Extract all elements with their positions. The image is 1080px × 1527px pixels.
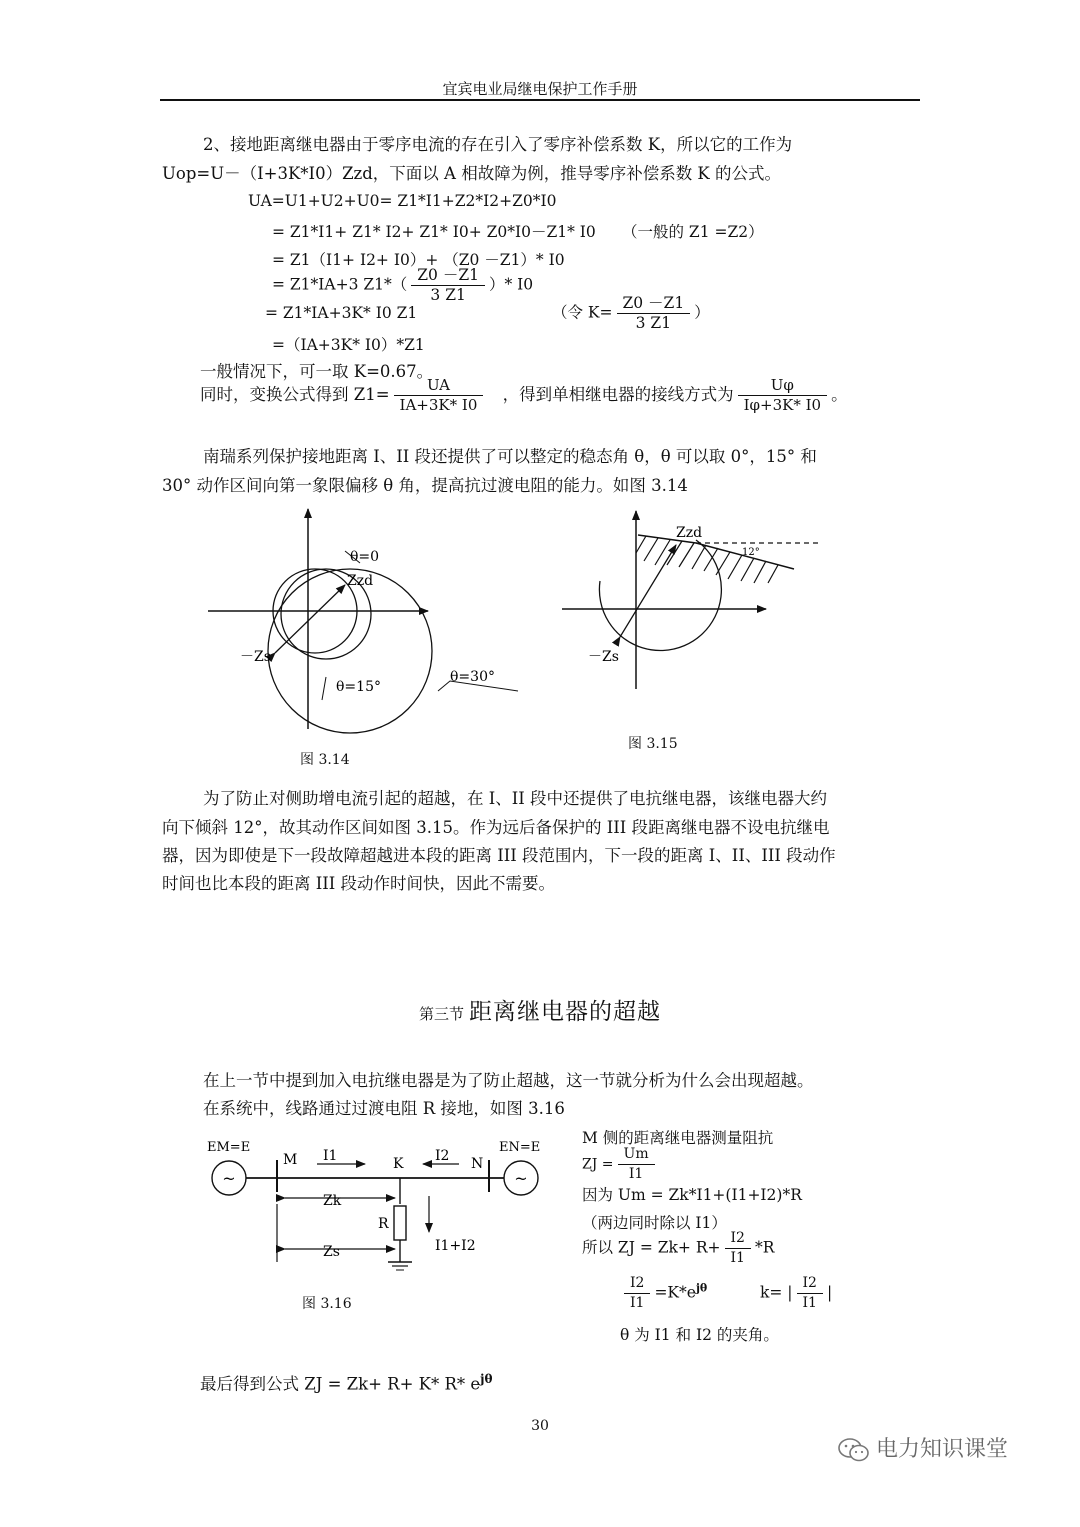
zzd-vector — [620, 545, 676, 637]
z1-fraction — [394, 376, 484, 415]
watermark — [838, 1432, 1008, 1463]
theta15-leader — [322, 677, 326, 700]
fraction-numerator: Z0 －Z1 — [411, 266, 485, 286]
source-n-symbol: ~ — [514, 1169, 528, 1188]
para4-line2: 在系统中，线路通过过渡电阻 R 接地，如图 3.16 — [203, 1099, 565, 1118]
fraction-denominator: I1 — [630, 1295, 645, 1311]
label-r: R — [378, 1216, 389, 1232]
zj-final-post: *R — [754, 1238, 775, 1257]
theta-definition: θ 为 I1 和 I2 的夹角。 — [620, 1326, 779, 1344]
equation-6: =（IA+3K* I0）*Z1 — [272, 336, 425, 354]
page-header-title: 宜宾电业局继电保护工作手册 — [442, 80, 638, 98]
label-theta-0: θ=0 — [350, 549, 380, 565]
para3-line4: 时间也比本段的距离 III 段动作时间快，因此不需要。 — [162, 874, 556, 893]
label-n: N — [471, 1156, 484, 1172]
equation-5: = Z1*IA+3K* I0 Z1 — [265, 304, 418, 322]
equation-4 — [272, 266, 533, 305]
transform-line — [200, 376, 848, 415]
generally-line: 一般情况下，可一取 K=0.67。 — [200, 362, 434, 381]
transform-mid: ，得到单相继电器的接线方式为 — [502, 385, 734, 404]
label-zzd: Zzd — [676, 525, 703, 541]
k-definition-pre: （令 K= — [552, 303, 613, 322]
fraction-numerator: UA — [394, 376, 484, 396]
transform-post: 。 — [831, 385, 848, 404]
fraction-numerator: Um — [618, 1145, 655, 1165]
label-i2: I2 — [435, 1148, 450, 1164]
fraction-numerator: I2 — [725, 1229, 751, 1249]
k-definition-fraction — [617, 294, 691, 333]
final-formula-text: 最后得到公式 ZJ = Zk+ R+ K* R* e — [200, 1374, 481, 1394]
figure-3-14 — [200, 503, 530, 773]
equation-5-note — [552, 294, 710, 333]
equation-1: UA=U1+U2+U0= Z1*I1+Z2*I2+Z0*I0 — [248, 192, 557, 210]
k-fraction — [797, 1274, 823, 1313]
para2-line2: 30° 动作区间向第一象限偏移 θ 角，提高抗过渡电阻的能力。如图 3.14 — [162, 476, 688, 495]
fraction-denominator: IA+3K* I0 — [399, 396, 478, 414]
equation-4-post: ）* I0 — [488, 275, 534, 294]
zj-final-pre: 所以 ZJ = Zk+ R+ — [582, 1238, 721, 1257]
source-m-symbol: ~ — [222, 1169, 236, 1188]
figure-3-14-caption: 图 3.14 — [300, 752, 350, 768]
k-magnitude-expression — [760, 1274, 832, 1313]
fraction-denominator: I1 — [628, 1166, 644, 1182]
figure-3-15 — [556, 505, 836, 695]
fraction-numerator: I2 — [797, 1274, 823, 1294]
equation-4-fraction — [411, 266, 485, 305]
fraction-denominator: I1 — [730, 1250, 745, 1266]
section-prefix: 第三节 — [418, 1005, 464, 1023]
wechat-icon — [838, 1437, 870, 1463]
zj-expression — [582, 1145, 659, 1184]
label-em: EM=E — [207, 1140, 251, 1155]
para3-line1: 为了防止对侧助增电流引起的超越，在 I、II 段中还提供了电抗继电器，该继电器大约 — [203, 789, 828, 808]
section-title: 距离继电器的超越 — [469, 999, 662, 1025]
right-text-line3: 因为 Um = Zk*I1+(I1+I2)*R — [582, 1186, 802, 1204]
page-number: 30 — [531, 1418, 549, 1434]
fraction-denominator: 3 Z1 — [635, 314, 672, 332]
ratio-exponent: jθ — [695, 1281, 708, 1295]
ratio-post: =K*e — [654, 1283, 696, 1302]
equation-4-pre: = Z1*IA+3 Z1*（ — [272, 275, 408, 294]
circle-theta-30 — [268, 569, 432, 733]
label-k: K — [393, 1156, 404, 1172]
relay-fraction — [738, 376, 827, 415]
ratio-fraction — [624, 1274, 650, 1313]
header-rule — [160, 99, 920, 101]
para3-line2: 向下倾斜 12°，故其动作区间如图 3.15。作为远后备保护的 III 段距离继电器不设电抗继电 — [162, 818, 830, 837]
label-zs: Zs — [323, 1244, 340, 1260]
para1-line2: Uop=U－（I+3K*I0）Zzd，下面以 A 相故障为例，推导零序补偿系数 K 的公式。 — [162, 164, 782, 183]
fraction-denominator: Iφ+3K* I0 — [743, 396, 822, 414]
k-definition-post: ） — [694, 303, 710, 322]
final-formula-exponent: jθ — [480, 1372, 493, 1386]
label-zk: Zk — [323, 1193, 342, 1209]
label-angle: 12° — [742, 547, 760, 558]
figure-3-16 — [205, 1130, 550, 1280]
label-i1: I1 — [323, 1148, 338, 1164]
final-formula — [200, 1366, 493, 1398]
para3-line3: 器，因为即使是下一段故障超越进本段的距离 III 段范围内，下一段的距离 I、II、III 段动作 — [162, 846, 836, 865]
equation-2: = Z1*I1+ Z1* I2+ Z1* I0+ Z0*I0－Z1* I0 — [272, 223, 596, 241]
k-pre: k= | — [760, 1283, 793, 1302]
zj-pre: ZJ = — [582, 1156, 614, 1173]
label-zs: －Zs — [588, 649, 619, 665]
zj-fraction — [618, 1145, 655, 1184]
right-text-line1: M 侧的距离继电器测量阻抗 — [582, 1129, 774, 1147]
right-text-line4: （两边同时除以 I1） — [582, 1214, 727, 1232]
resistor-r — [394, 1206, 406, 1240]
equation-2-note: （一般的 Z1 =Z2） — [622, 223, 764, 241]
fraction-numerator: Z0 －Z1 — [617, 294, 691, 314]
watermark-text: 电力知识课堂 — [876, 1437, 1009, 1462]
fraction-numerator: I2 — [624, 1274, 650, 1294]
zj-final-expression — [582, 1229, 774, 1268]
label-theta-30: θ=30° — [450, 669, 495, 685]
label-m: M — [283, 1152, 298, 1168]
fraction-numerator: Uφ — [738, 376, 827, 396]
label-theta-15: θ=15° — [336, 679, 381, 695]
fraction-denominator: I1 — [802, 1295, 817, 1311]
i2-i1-fraction — [725, 1229, 751, 1268]
equation-3: = Z1（I1+ I2+ I0）+ （Z0 －Z1）* I0 — [272, 251, 565, 269]
para2-line1: 南瑞系列保护接地距离 I、II 段还提供了可以整定的稳态角 θ，θ 可以取 0°，15° 和 — [203, 447, 817, 466]
label-zs: －Zs — [240, 649, 271, 665]
transform-pre: 同时，变换公式得到 Z1= — [200, 385, 390, 404]
k-post: | — [826, 1283, 833, 1302]
ratio-expression — [620, 1274, 707, 1313]
label-zzd: Zzd — [347, 573, 374, 589]
para1-line1: 2、接地距离继电器由于零序电流的存在引入了零序补偿系数 K，所以它的工作为 — [203, 135, 793, 154]
fraction-denominator: 3 Z1 — [430, 286, 466, 304]
figure-3-16-caption: 图 3.16 — [302, 1296, 352, 1312]
figure-3-15-caption: 图 3.15 — [628, 736, 678, 752]
para4-line1: 在上一节中提到加入电抗继电器是为了防止超越，这一节就分析为什么会出现超越。 — [203, 1071, 814, 1090]
section-heading — [0, 993, 1080, 1026]
label-en: EN=E — [499, 1140, 541, 1155]
label-i1-plus-i2: I1+I2 — [435, 1238, 476, 1254]
